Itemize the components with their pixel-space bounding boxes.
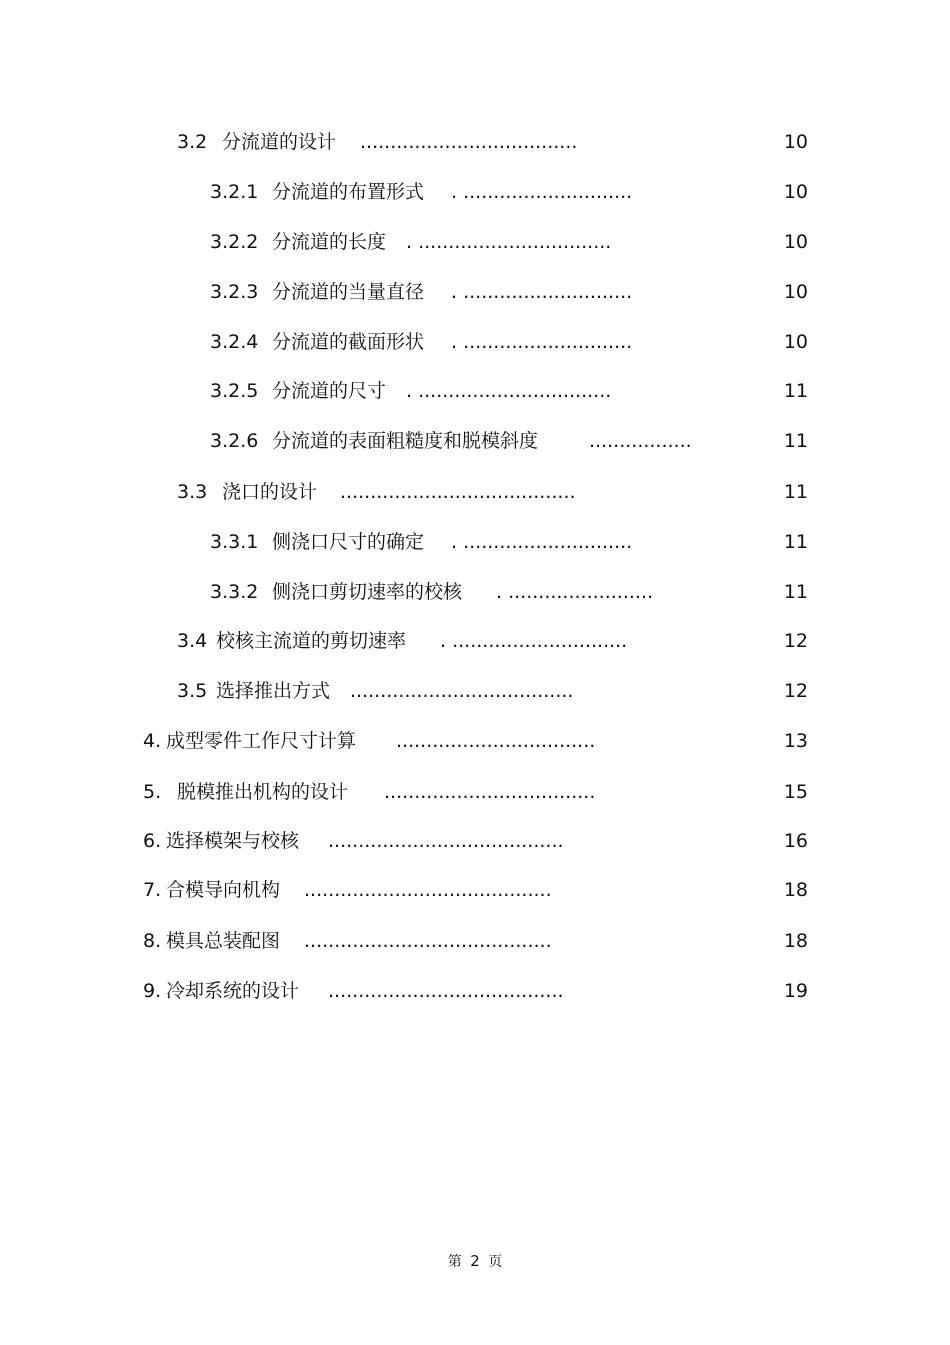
toc-leader-dots: .................: [589, 430, 692, 452]
toc-leader-dots: ...................................: [384, 781, 596, 803]
toc-entry-3-5[interactable]: [0, 676, 950, 706]
page-footer: [0, 1250, 950, 1273]
toc-page-number: 11: [783, 581, 808, 603]
toc-entry-title: 选择模架与校核: [166, 830, 300, 852]
toc-page-number: 11: [783, 430, 808, 452]
toc-entry-number: 6.: [143, 830, 162, 852]
toc-entry-3-2[interactable]: [0, 127, 950, 157]
toc-entry-3-2-5[interactable]: [0, 376, 950, 406]
toc-leader-dots: . ............................: [451, 181, 633, 203]
toc-leader-dots: .......................................: [340, 481, 576, 503]
toc-entry-number: 3.2.5: [210, 380, 259, 402]
toc-page-number: 10: [783, 281, 808, 303]
toc-leader-dots: .........................................: [304, 930, 552, 952]
toc-entry-number: 8.: [143, 930, 162, 952]
toc-page-number: 16: [783, 830, 808, 852]
toc-entry-title: 分流道的长度: [272, 231, 387, 253]
toc-entry-3-3-1[interactable]: [0, 527, 950, 557]
toc-entry-title: 浇口的设计: [222, 481, 318, 503]
toc-entry-title: 侧浇口剪切速率的校核: [272, 581, 463, 603]
toc-entry-number: 9.: [143, 980, 162, 1002]
toc-leader-dots: . ................................: [406, 380, 612, 402]
toc-leader-dots: .................................: [396, 730, 596, 752]
toc-entry-number: 3.2.4: [210, 331, 259, 353]
toc-entry-title: 模具总装配图: [166, 930, 281, 952]
toc-page-number: 12: [783, 680, 808, 702]
toc-page-number: 13: [783, 730, 808, 752]
toc-entry-title: 成型零件工作尺寸计算: [166, 730, 357, 752]
toc-page-number: 10: [783, 131, 808, 153]
toc-entry-number: 3.3.2: [210, 581, 259, 603]
toc-entry-3-2-2[interactable]: [0, 227, 950, 257]
toc-entry-title: 分流道的表面粗糙度和脱模斜度: [272, 430, 539, 452]
toc-entry-4[interactable]: [0, 726, 950, 756]
toc-page-number: 10: [783, 331, 808, 353]
toc-page-number: 10: [783, 181, 808, 203]
toc-entry-title: 分流道的布置形式: [272, 181, 425, 203]
toc-entry-number: 3.2.3: [210, 281, 259, 303]
toc-entry-title: 校核主流道的剪切速率: [216, 630, 407, 652]
toc-entry-3-4[interactable]: [0, 626, 950, 656]
toc-leader-dots: . ........................: [496, 581, 654, 603]
toc-leader-dots: ....................................: [360, 131, 578, 153]
toc-entry-title: 分流道的截面形状: [272, 331, 425, 353]
toc-entry-5[interactable]: [0, 777, 950, 807]
footer-suffix: 页: [488, 1254, 503, 1270]
toc-entry-number: 3.2.1: [210, 181, 259, 203]
toc-entry-number: 4.: [143, 730, 162, 752]
toc-entry-7[interactable]: [0, 875, 950, 905]
footer-prefix: 第: [447, 1254, 462, 1270]
toc-entry-number: 3.2: [177, 131, 208, 153]
toc-leader-dots: . ............................: [451, 531, 633, 553]
toc-entry-title: 选择推出方式: [216, 680, 331, 702]
toc-entry-title: 合模导向机构: [166, 879, 281, 901]
toc-entry-number: 3.4: [177, 630, 208, 652]
toc-entry-3-2-3[interactable]: [0, 277, 950, 307]
toc-entry-8[interactable]: [0, 926, 950, 956]
toc-page-number: 11: [783, 481, 808, 503]
toc-entry-number: 3.2.2: [210, 231, 259, 253]
toc-entry-9[interactable]: [0, 976, 950, 1006]
toc-page-number: 18: [783, 879, 808, 901]
toc-leader-dots: .....................................: [350, 680, 574, 702]
toc-entry-number: 3.5: [177, 680, 208, 702]
toc-entry-title: 分流道的尺寸: [272, 380, 387, 402]
toc-entry-title: 冷却系统的设计: [166, 980, 300, 1002]
toc-page-number: 15: [783, 781, 808, 803]
toc-entry-number: 3.2.6: [210, 430, 259, 452]
toc-entry-3-2-1[interactable]: [0, 177, 950, 207]
toc-entry-number: 5.: [143, 781, 162, 803]
footer-page-number: 2: [470, 1252, 480, 1270]
toc-entry-number: 7.: [143, 879, 162, 901]
toc-leader-dots: . ............................: [451, 331, 633, 353]
toc-entry-number: 3.3: [177, 481, 208, 503]
toc-entry-title: 分流道的设计: [222, 131, 337, 153]
toc-leader-dots: . ................................: [406, 231, 612, 253]
toc-page-number: 18: [783, 930, 808, 952]
toc-leader-dots: .......................................: [328, 830, 564, 852]
toc-page-number: 11: [783, 380, 808, 402]
toc-leader-dots: . .............................: [440, 630, 628, 652]
toc-entry-number: 3.3.1: [210, 531, 259, 553]
toc-entry-title: 侧浇口尺寸的确定: [272, 531, 425, 553]
toc-entry-3-3[interactable]: [0, 477, 950, 507]
toc-page-number: 12: [783, 630, 808, 652]
toc-entry-title: 分流道的当量直径: [272, 281, 425, 303]
toc-leader-dots: .........................................: [304, 879, 552, 901]
toc-entry-title: 脱模推出机构的设计: [177, 781, 349, 803]
toc-page-number: 11: [783, 531, 808, 553]
toc-page-number: 10: [783, 231, 808, 253]
toc-leader-dots: .......................................: [328, 980, 564, 1002]
toc-entry-6[interactable]: [0, 826, 950, 856]
toc-entry-3-3-2[interactable]: [0, 577, 950, 607]
toc-entry-3-2-4[interactable]: [0, 327, 950, 357]
toc-leader-dots: . ............................: [451, 281, 633, 303]
toc-page-number: 19: [783, 980, 808, 1002]
toc-entry-3-2-6[interactable]: [0, 426, 950, 456]
